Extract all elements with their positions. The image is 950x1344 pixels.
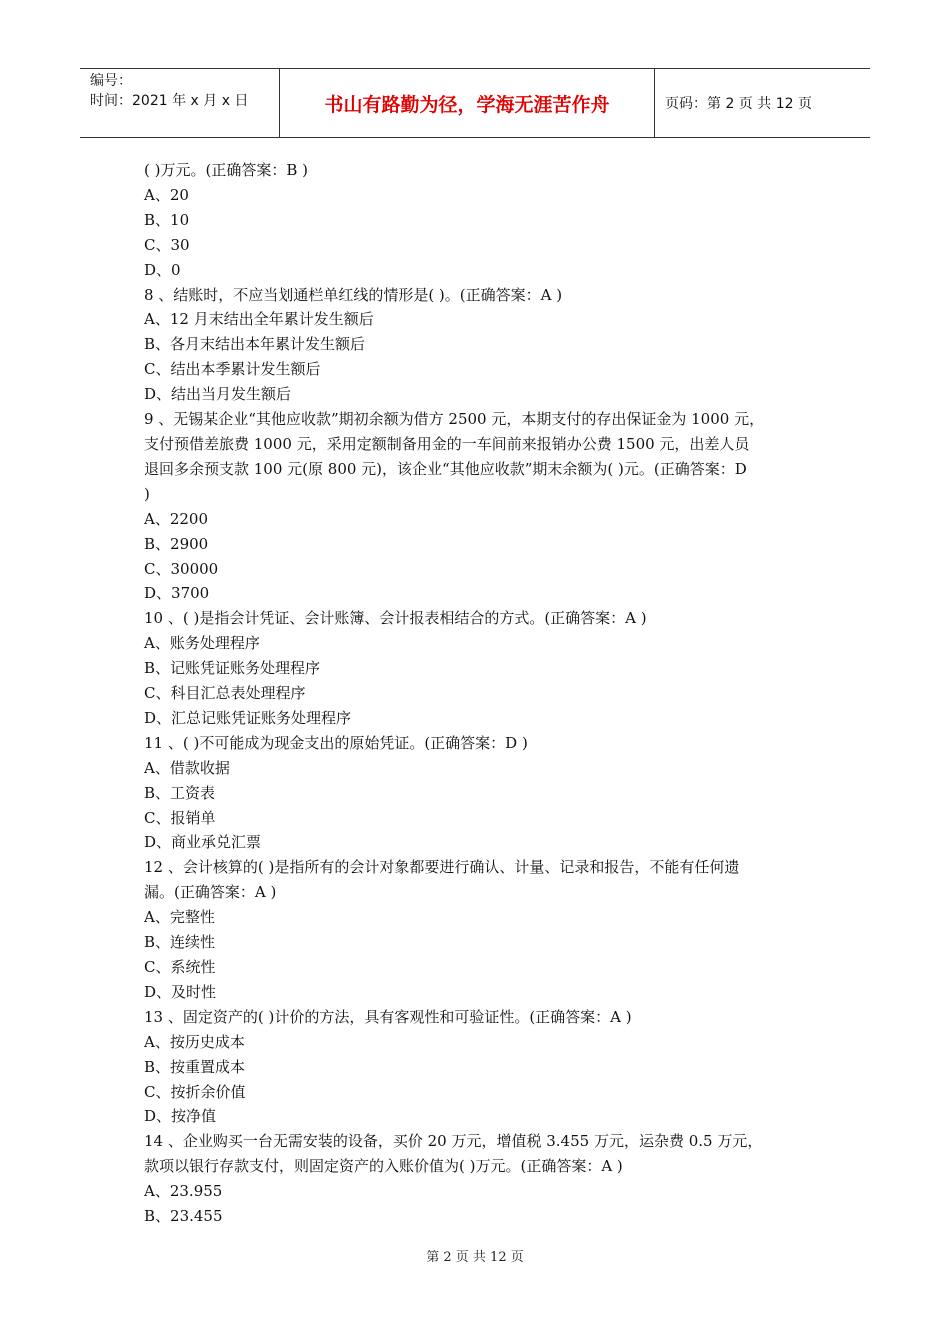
- document-body: [144, 158, 824, 1229]
- text-line: 14 、企业购买一台无需安装的设备，买价 20 万元，增值税 3.455 万元，运杂费 0.5 万元，: [144, 1132, 763, 1151]
- text-line: A、借款收据: [144, 758, 230, 777]
- text-line: A、按历史成本: [144, 1032, 245, 1051]
- text-line: 8 、结账时，不应当划通栏单红线的情形是( )。(正确答案：A ): [144, 285, 563, 304]
- text-line: B、各月末结出本年累计发生额后: [144, 335, 366, 354]
- text-line: 13 、固定资产的( )计价的方法，具有客观性和可验证性。(正确答案：A ): [144, 1007, 632, 1026]
- text-line: C、按折余价值: [144, 1082, 246, 1101]
- text-line: ): [144, 484, 150, 503]
- text-line: A、账务处理程序: [144, 634, 260, 653]
- text-line: D、汇总记账凭证账务处理程序: [144, 708, 352, 727]
- text-line: C、科目汇总表处理程序: [144, 684, 306, 703]
- text-line: 10 、( )是指会计凭证、会计账簿、会计报表相结合的方式。(正确答案：A ): [144, 609, 647, 628]
- text-line: 支付预借差旅费 1000 元，采用定额制备用金的一车间前来报销办公费 1500 元，出差人员: [144, 434, 750, 453]
- text-line: C、结出本季累计发生额后: [144, 360, 321, 379]
- text-line: D、及时性: [144, 982, 217, 1001]
- text-line: D、商业承兑汇票: [144, 833, 262, 852]
- text-line: D、0: [144, 260, 181, 279]
- text-line: 11 、( )不可能成为现金支出的原始凭证。(正确答案：D ): [144, 733, 528, 752]
- header-motto: 书山有路勤为径，学海无涯苦作舟: [280, 69, 655, 137]
- page-header: [80, 68, 870, 138]
- text-line: 退回多余预支款 100 元(原 800 元)，该企业“其他应收款”期末余额为( )元。(正确答案：D: [144, 459, 747, 478]
- text-line: 12 、会计核算的( )是指所有的会计对象都要进行确认、计量、记录和报告，不能有任何遗: [144, 858, 740, 877]
- text-line: D、结出当月发生额后: [144, 385, 292, 404]
- text-line: D、按净值: [144, 1107, 217, 1126]
- text-line: B、记账凭证账务处理程序: [144, 659, 321, 678]
- text-line: D、3700: [144, 584, 210, 603]
- text-line: 漏。(正确答案：A ): [144, 883, 277, 902]
- header-page-info: 页码：第 2 页 共 12 页: [665, 96, 812, 112]
- document-time-label: 时间：2021 年 x 月 x 日: [90, 93, 249, 109]
- text-line: ( )万元。(正确答案：B ): [144, 161, 308, 179]
- text-line: C、报销单: [144, 808, 216, 827]
- document-number-label: 编号：: [90, 73, 132, 89]
- text-line: B、按重置成本: [144, 1057, 246, 1076]
- text-line: 9 、无锡某企业“其他应收款”期初余额为借方 2500 元，本期支付的存出保证金为 1000 元，: [144, 410, 765, 429]
- text-line: C、30000: [144, 559, 219, 578]
- text-line: A、12 月末结出全年累计发生额后: [144, 310, 374, 329]
- text-line: B、23.455: [144, 1207, 223, 1226]
- header-meta: [80, 69, 280, 137]
- text-line: 款项以银行存款支付，则固定资产的入账价值为( )万元。(正确答案：A ): [144, 1157, 623, 1176]
- text-line: A、完整性: [144, 908, 215, 927]
- text-line: A、2200: [144, 509, 209, 528]
- text-line: B、2900: [144, 534, 209, 553]
- text-line: B、10: [144, 210, 190, 229]
- text-line: C、30: [144, 235, 190, 254]
- text-line: A、20: [144, 185, 189, 204]
- page-footer: 第 2 页 共 12 页: [426, 1250, 524, 1265]
- text-line: B、工资表: [144, 783, 216, 802]
- text-line: C、系统性: [144, 958, 216, 976]
- text-line: B、连续性: [144, 933, 216, 952]
- text-line: A、23.955: [144, 1182, 223, 1201]
